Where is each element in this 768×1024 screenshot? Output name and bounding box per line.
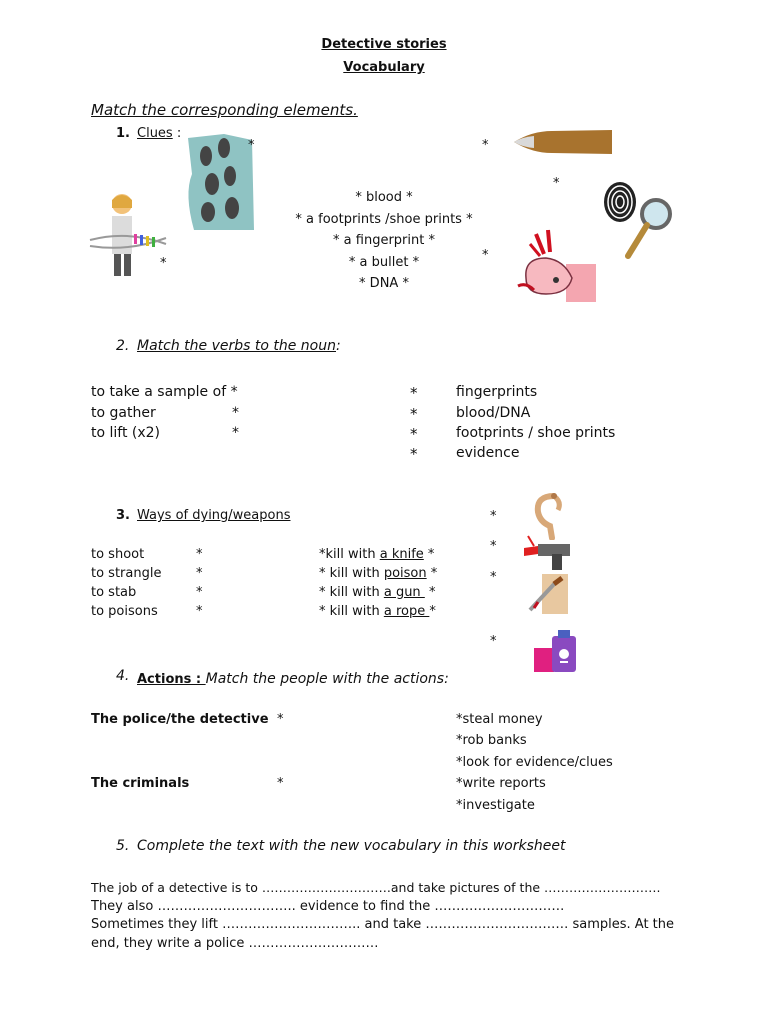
s5-text-line-1: The job of a detective is to ………………………….and take pictures of the ………………………. xyxy=(91,880,661,895)
poison-bottle-image xyxy=(532,630,578,674)
s1-heading-text: Clues xyxy=(137,126,173,141)
s2-heading-colon: : xyxy=(336,338,341,354)
s4-heading-rest: Match the people with the actions: xyxy=(205,671,449,687)
s3-verb-strangle: to strangle xyxy=(91,566,162,581)
s2-star-r1: * xyxy=(410,384,418,402)
s1-heading-colon: : xyxy=(172,126,182,141)
bullet-image xyxy=(512,127,614,157)
s2-noun-footprints: footprints / shoe prints xyxy=(456,425,616,441)
s3-heading: Ways of dying/weapons xyxy=(137,508,291,523)
worksheet-subtitle: Vocabulary xyxy=(343,60,425,75)
s4-number: 4. xyxy=(116,668,130,684)
s3-weapon-gun: a gun xyxy=(383,585,425,600)
s3-star-img2: * xyxy=(490,539,497,554)
s1-star-dna: * xyxy=(160,256,167,271)
s1-heading xyxy=(137,126,181,141)
s3-kill-star-r: * xyxy=(429,604,436,619)
s4-action-rob: *rob banks xyxy=(456,733,527,748)
s2-star-r4: * xyxy=(410,445,418,463)
worksheet-title: Detective stories xyxy=(321,37,447,52)
s3-number: 3. xyxy=(116,508,130,523)
s4-star-criminals: * xyxy=(277,776,284,791)
s2-heading-text: Match the verbs to the noun xyxy=(137,338,336,354)
s4-action-look: *look for evidence/clues xyxy=(456,755,613,770)
s3-kill-prefix: * kill with xyxy=(319,585,384,600)
s2-number: 2. xyxy=(116,338,130,354)
s4-action-steal: *steal money xyxy=(456,712,543,727)
s5-text-line-3: Sometimes they lift ………………………….. and take …………………………… samples. At the xyxy=(91,917,675,932)
s2-heading xyxy=(137,338,341,354)
s4-action-investigate: *investigate xyxy=(456,798,535,813)
s1-word-bullet: * a bullet * xyxy=(348,255,420,270)
s4-star-police: * xyxy=(277,712,284,727)
knife-image xyxy=(526,572,568,614)
s3-kill-star-r: * xyxy=(428,585,436,600)
rope-image xyxy=(530,492,564,540)
s4-people-police: The police/the detective xyxy=(91,712,269,727)
s2-star-lift: * xyxy=(232,425,239,441)
s3-star-l3: * xyxy=(196,585,203,600)
s3-star-img1: * xyxy=(490,509,497,524)
s3-verb-shoot: to shoot xyxy=(91,547,145,562)
s3-kill-prefix: *kill with xyxy=(319,547,380,562)
s3-weapon-knife: a knife xyxy=(379,547,424,562)
s3-kill-knife xyxy=(319,547,434,562)
s1-star-bullet: * xyxy=(482,138,489,153)
s2-noun-evidence: evidence xyxy=(456,445,520,461)
s1-star-fingerprint: * xyxy=(553,176,560,191)
gun-image xyxy=(522,534,572,574)
s3-star-l4: * xyxy=(196,604,203,619)
s3-verb-stab: to stab xyxy=(91,585,137,600)
s3-kill-gun xyxy=(319,585,435,600)
s3-kill-prefix: * kill with xyxy=(319,604,384,619)
s3-kill-poison xyxy=(319,566,437,581)
s2-verb-lift: to lift (x2) xyxy=(91,425,161,441)
s5-text-line-4: end, they write a police ………………………… xyxy=(91,936,379,951)
s3-kill-prefix: * kill with xyxy=(319,566,384,581)
s3-kill-rope xyxy=(319,604,436,619)
s2-star-gather: * xyxy=(232,405,239,421)
s3-kill-star-r: * xyxy=(430,566,438,581)
s4-people-criminals: The criminals xyxy=(91,776,190,791)
s4-heading xyxy=(137,668,449,687)
s3-weapon-poison: poison xyxy=(383,566,427,581)
s5-text-line-2: They also ………………………….. evidence to find the ………………………… xyxy=(91,899,565,914)
s2-star-r3: * xyxy=(410,425,418,443)
s3-kill-star-r: * xyxy=(427,547,435,562)
s3-weapon-rope: a rope xyxy=(383,604,430,619)
s4-action-write: *write reports xyxy=(456,776,546,791)
s1-star-blood: * xyxy=(482,248,489,263)
blood-nose-image xyxy=(516,228,598,304)
s1-word-dna: * DNA * xyxy=(359,276,409,291)
s3-star-img3: * xyxy=(490,570,497,585)
s3-star-img4: * xyxy=(490,634,497,649)
s5-heading: Complete the text with the new vocabulary in this worksheet xyxy=(137,838,566,854)
s2-noun-fingerprints: fingerprints xyxy=(456,384,538,400)
s1-word-fingerprint: * a fingerprint * xyxy=(333,233,435,248)
s1-number: 1. xyxy=(116,126,130,141)
s2-verb-take-sample: to take a sample of * xyxy=(91,384,238,400)
s1-star-footprints: * xyxy=(248,138,255,153)
s3-verb-poisons: to poisons xyxy=(91,604,158,619)
s5-number: 5. xyxy=(116,838,130,854)
s1-word-blood: * blood * xyxy=(355,190,413,205)
intro-instruction: Match the corresponding elements. xyxy=(91,101,358,119)
s3-star-l1: * xyxy=(196,547,203,562)
s2-star-r2: * xyxy=(410,405,418,423)
s4-heading-text: Actions : xyxy=(137,672,206,687)
s1-word-footprints: * a footprints /shoe prints * xyxy=(295,212,473,227)
s2-noun-blood-dna: blood/DNA xyxy=(456,405,531,421)
s3-star-l2: * xyxy=(196,566,203,581)
s2-verb-gather: to gather xyxy=(91,405,156,421)
